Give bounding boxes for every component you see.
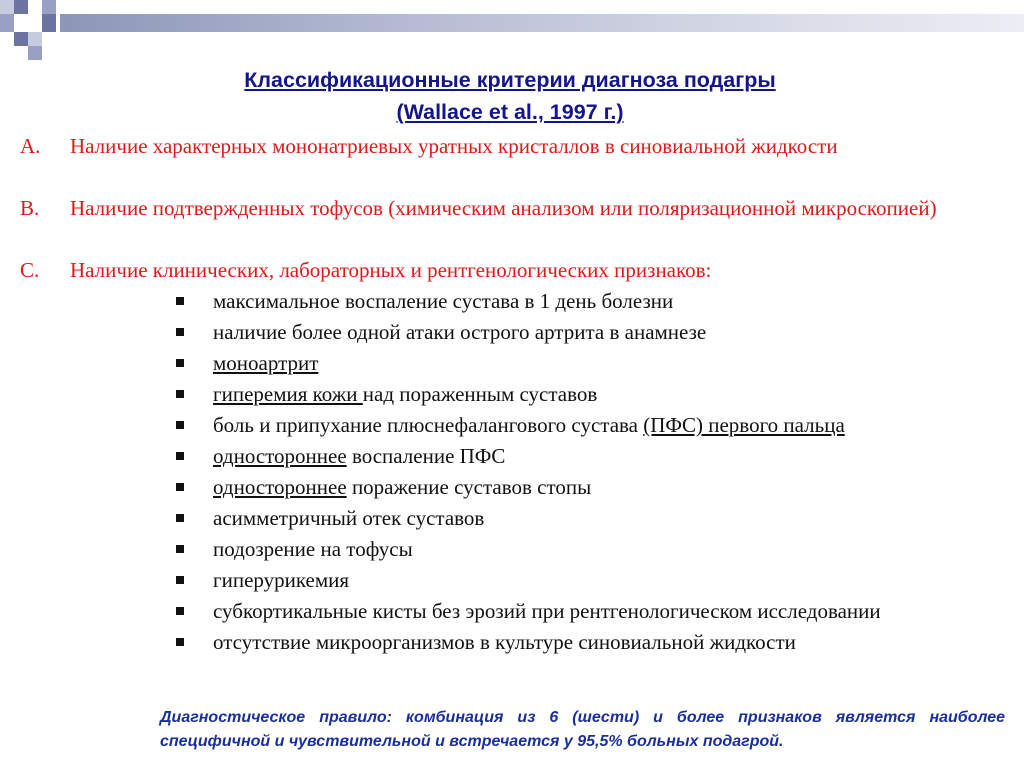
bullet-icon	[176, 359, 184, 367]
deco-square-9	[28, 46, 42, 60]
list-item	[0, 317, 1000, 348]
criterion-b-text: Наличие подтвержденных тофусов (химическим анализом или поляризационной микроскопией)	[70, 196, 937, 220]
list-item	[0, 348, 1000, 379]
deco-square-7	[14, 32, 28, 46]
header-decoration	[0, 0, 1024, 70]
list-item-text: максимальное воспаление сустава в 1 день болезни	[213, 289, 674, 313]
criterion-b-label: B.	[20, 196, 40, 220]
bullet-icon	[176, 297, 184, 305]
list-item-text: гиперурикемия	[213, 568, 350, 592]
deco-square-2	[14, 0, 28, 14]
list-item-text: воспаление ПФС	[346, 444, 506, 468]
deco-square-5	[0, 14, 14, 32]
diagnostic-rule: Диагностическое правило: комбинация из 6 (шести) и более признаков является наиболее специфичной и чувствительной и встречается у 95,5% больных подагрой.	[160, 709, 1005, 750]
list-item-text: субкортикальные кисты без эрозий при рентгенологическом исследовании	[213, 599, 881, 623]
list-item-text: наличие более одной атаки острого артрита в анамнезе	[213, 320, 707, 344]
list-item	[0, 379, 1000, 410]
list-item-text: поражение суставов стопы	[346, 475, 592, 499]
criterion-b	[20, 193, 996, 224]
list-item	[0, 472, 1000, 503]
slide-subtitle: (Wallace et al., 1997 г.)	[396, 100, 624, 124]
deco-square-1	[0, 0, 14, 14]
list-item-text: моноартрит	[213, 351, 319, 375]
list-item-text: боль и припухание плюснефалангового сустава	[213, 413, 644, 437]
list-item	[0, 441, 1000, 472]
list-item-text: одностороннее	[213, 444, 347, 468]
list-item	[0, 410, 1000, 441]
list-item-text: (ПФС) первого пальца	[643, 413, 845, 437]
list-item	[0, 503, 1000, 534]
header-gradient-bar	[60, 14, 1024, 32]
list-item	[0, 565, 1000, 596]
list-item-text: асимметричный отек суставов	[213, 506, 485, 530]
signs-list	[0, 286, 1024, 658]
criterion-a-label: A.	[20, 134, 41, 158]
list-item-text: отсутствие микроорганизмов в культуре синовиальной жидкости	[213, 630, 796, 654]
list-item	[0, 534, 1000, 565]
bullet-icon	[176, 390, 184, 398]
bullet-icon	[176, 483, 184, 491]
list-item-text: гиперемия кожи	[213, 382, 363, 406]
criterion-a-text: Наличие характерных мононатриевых уратных кристаллов в синовиальной жидкости	[70, 134, 838, 158]
bullet-icon	[176, 328, 184, 336]
list-item	[0, 596, 1000, 627]
criterion-c-label: C.	[20, 258, 40, 282]
bullet-icon	[176, 545, 184, 553]
deco-square-3	[42, 0, 56, 14]
list-item	[0, 286, 1000, 317]
list-item	[0, 627, 1000, 658]
list-item-text: над пораженным суставов	[362, 382, 598, 406]
deco-square-4	[14, 14, 42, 32]
bullet-icon	[176, 514, 184, 522]
deco-square-6	[42, 14, 56, 32]
list-item-text: одностороннее	[213, 475, 347, 499]
criterion-c	[20, 255, 996, 286]
criterion-c-text: Наличие клинических, лабораторных и рентгенологических признаков:	[70, 258, 712, 282]
bullet-icon	[176, 576, 184, 584]
bullet-icon	[176, 452, 184, 460]
criterion-a	[20, 131, 996, 162]
bullet-icon	[176, 638, 184, 646]
deco-square-8	[28, 32, 42, 46]
bullet-icon	[176, 607, 184, 615]
slide-title: Классификационные критерии диагноза подагры	[244, 68, 776, 92]
bullet-icon	[176, 421, 184, 429]
list-item-text: подозрение на тофусы	[213, 537, 413, 561]
